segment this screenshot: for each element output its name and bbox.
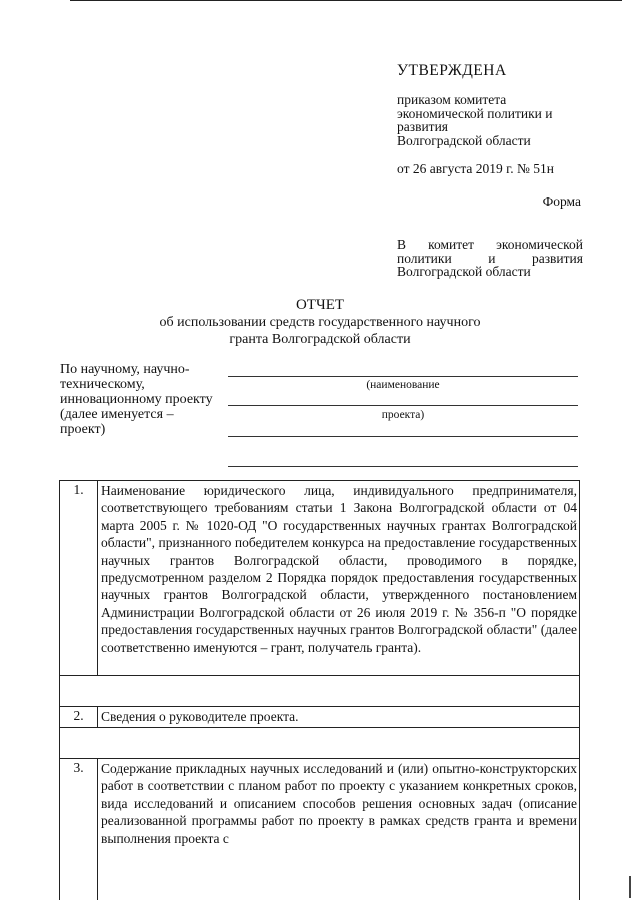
recipient-line: политики и развития xyxy=(397,250,583,266)
order-line: Волгоградской области xyxy=(397,132,531,148)
recipient-line: Волгоградской области xyxy=(397,264,531,279)
fill-line[interactable] xyxy=(228,376,578,377)
fill-line[interactable] xyxy=(228,436,578,437)
scan-edge-mark xyxy=(629,876,631,898)
order-line: приказом комитета xyxy=(397,92,507,107)
project-label-line: По научному, научно- xyxy=(60,362,190,377)
project-label xyxy=(60,362,222,437)
row-number: 3. xyxy=(60,759,98,900)
subtitle-line: об использовании средств государственного научного xyxy=(159,315,481,330)
approval-order xyxy=(397,93,587,147)
project-label-line: (далее именуется – xyxy=(60,407,174,422)
document-subtitle xyxy=(60,314,580,348)
row-text: Сведения о руководителе проекта. xyxy=(101,709,299,724)
table-row xyxy=(59,758,580,900)
project-label-line: проект) xyxy=(60,422,106,437)
form-label: Форма xyxy=(542,194,581,209)
recipient-block xyxy=(397,238,583,279)
field-hint-name: (наименование xyxy=(366,379,440,391)
table-row-empty[interactable] xyxy=(59,727,580,759)
document-title: ОТЧЕТ xyxy=(295,297,345,313)
fill-line[interactable] xyxy=(228,405,578,406)
report-table xyxy=(59,480,580,900)
table-row xyxy=(59,706,580,728)
order-line: развития xyxy=(397,119,449,134)
row-text: Содержание прикладных научных исследований и (или) опытно-конструкторских работ в соответствии с планом работ по проекту с указанием конкретных сроков, вида исследований и описанием способов решения основных задач (описание реализованной программы работ по проекту в рамках средств гранта и времени выполнения проекта с xyxy=(101,761,577,846)
fill-line[interactable] xyxy=(228,466,578,467)
subtitle-line: гранта Волгоградской области xyxy=(229,332,411,347)
project-label-line: инновационному проекту xyxy=(60,392,213,407)
row-number: 1. xyxy=(60,481,98,675)
field-hint-project: проекта) xyxy=(381,409,425,421)
approval-stamp: УТВЕРЖДЕНА xyxy=(397,62,507,79)
table-row-empty[interactable] xyxy=(59,675,580,707)
order-line: экономической политики и xyxy=(397,105,553,121)
row-text: Наименование юридического лица, индивидуального предпринимателя, соответствующего требованиям статьи 1 Закона Волгоградской области от 04 марта 2005 г. № 1020-ОД "О государственных научных грантах Волгоградской области", признанного победителем конкурса на предоставление государственных научных грантов Волгоградской области, проводимого в порядке, предусмотренном разделом 2 Порядка порядок предоставления государственных научных грантов Волгоградской области, утвержденного постановлением Администрации Волгоградской области от 26 июля 2019 г. № 356-п "О порядке предоставления государственных научных грантов Волгоградской области" (далее соответственно именуются – грант, получатель гранта). xyxy=(101,483,577,655)
table-row xyxy=(59,480,580,676)
order-date: от 26 августа 2019 г. № 51н xyxy=(397,161,554,176)
row-number: 2. xyxy=(60,707,98,727)
recipient-line: В комитет экономической xyxy=(397,237,583,252)
top-edge-line xyxy=(70,0,622,1)
project-label-line: техническому, xyxy=(60,377,145,392)
